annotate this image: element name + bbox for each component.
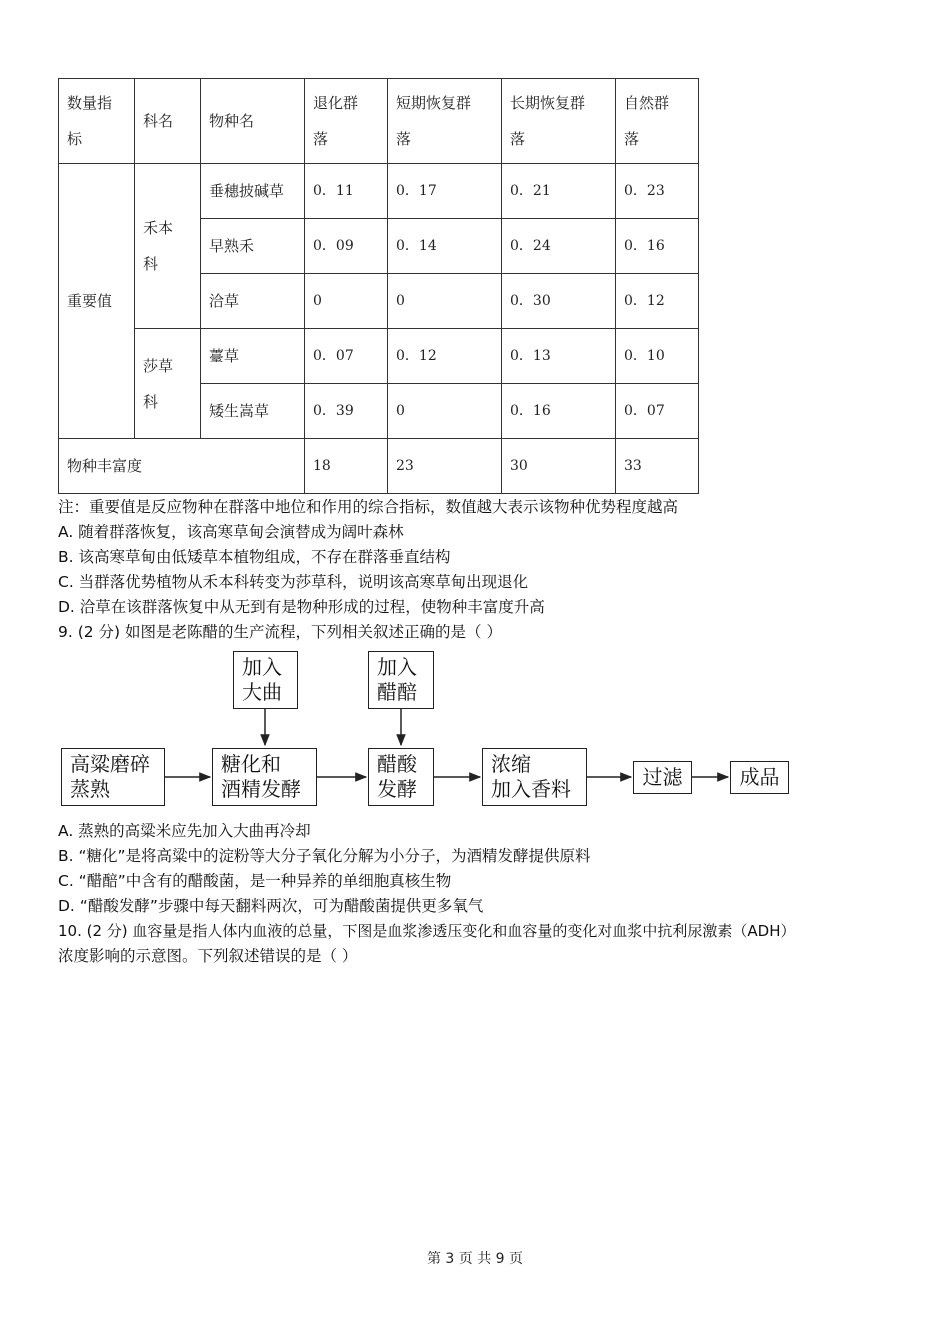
value-cell: 0 (388, 384, 502, 439)
value-cell: 0．24 (502, 219, 616, 274)
page-footer: 第 3 页 共 9 页 (426, 1251, 524, 1267)
q8-option-b[interactable]: B. 该高寒草甸由低矮草本植物组成，不存在群落垂直结构 (58, 548, 451, 566)
flow-box-step3: 醋酸 发酵 (368, 748, 434, 806)
header-indicator: 数量指 标 (59, 79, 135, 164)
q8-option-d[interactable]: D. 洽草在该群落恢复中从无到有是物种形成的过程，使物种丰富度升高 (58, 598, 545, 616)
value-cell: 0 (305, 274, 388, 329)
species-name: 矮生嵩草 (201, 384, 305, 439)
species-name: 洽草 (201, 274, 305, 329)
table-row (59, 329, 699, 384)
flow-box-add-daqu: 加入 大曲 (233, 651, 298, 709)
header-long-recovery: 长期恢复群 落 (502, 79, 616, 164)
family-cyperaceae: 莎草 科 (135, 329, 201, 439)
value-cell: 0．39 (305, 384, 388, 439)
header-natural: 自然群 落 (616, 79, 699, 164)
q9-stem: 9. (2 分) 如图是老陈醋的生产流程，下列相关叙述正确的是（ ） (58, 623, 502, 641)
value-cell: 0．09 (305, 219, 388, 274)
species-name: 薹草 (201, 329, 305, 384)
value-cell: 0．14 (388, 219, 502, 274)
richness-value: 23 (388, 439, 502, 494)
species-name: 早熟禾 (201, 219, 305, 274)
flow-box-step1: 高粱磨碎 蒸熟 (61, 748, 165, 806)
q8-option-a[interactable]: A. 随着群落恢复，该高寒草甸会演替成为阔叶森林 (58, 523, 404, 541)
flow-box-step4: 浓缩 加入香料 (482, 748, 587, 806)
value-cell: 0 (388, 274, 502, 329)
header-short-recovery: 短期恢复群 落 (388, 79, 502, 164)
value-cell: 0．13 (502, 329, 616, 384)
value-cell: 0．17 (388, 164, 502, 219)
q9-option-d[interactable]: D. “醋酸发酵”步骤中每天翻料两次，可为醋酸菌提供更多氧气 (58, 897, 484, 915)
header-degraded: 退化群 落 (305, 79, 388, 164)
richness-label: 物种丰富度 (59, 439, 305, 494)
flow-box-add-cupei: 加入 醋醅 (368, 651, 434, 709)
value-cell: 0．12 (616, 274, 699, 329)
q10-stem-line1: 10. (2 分) 血容量是指人体内血液的总量，下图是血浆渗透压变化和血容量的变化对血浆中抗利尿激素（ADH） (58, 922, 796, 940)
table-header-row (59, 79, 699, 164)
value-cell: 0．16 (502, 384, 616, 439)
richness-value: 33 (616, 439, 699, 494)
species-name: 垂穗披碱草 (201, 164, 305, 219)
vinegar-process-flowchart (0, 645, 950, 815)
value-cell: 0．10 (616, 329, 699, 384)
q9-option-a[interactable]: A. 蒸熟的高粱米应先加入大曲再冷却 (58, 822, 311, 840)
value-cell: 0．30 (502, 274, 616, 329)
importance-value-table (58, 78, 699, 494)
value-cell: 0．07 (305, 329, 388, 384)
q9-option-c[interactable]: C. “醋醅”中含有的醋酸菌，是一种异养的单细胞真核生物 (58, 872, 452, 890)
richness-row (59, 439, 699, 494)
header-family: 科名 (135, 79, 201, 164)
table-row (59, 164, 699, 219)
value-cell: 0．21 (502, 164, 616, 219)
value-cell: 0．07 (616, 384, 699, 439)
q10-stem-line2: 浓度影响的示意图。下列叙述错误的是（ ） (58, 947, 358, 965)
family-poaceae: 禾本 科 (135, 164, 201, 329)
header-species: 物种名 (201, 79, 305, 164)
value-cell: 0．11 (305, 164, 388, 219)
q8-option-c[interactable]: C. 当群落优势植物从禾本科转变为莎草科，说明该高寒草甸出现退化 (58, 573, 529, 591)
flow-box-step6: 成品 (730, 761, 789, 794)
value-cell: 0．16 (616, 219, 699, 274)
value-cell: 0．12 (388, 329, 502, 384)
flow-box-step2: 糖化和 酒精发酵 (212, 748, 317, 806)
flow-box-step5: 过滤 (633, 761, 692, 794)
richness-value: 30 (502, 439, 616, 494)
richness-value: 18 (305, 439, 388, 494)
table-note: 注：重要值是反应物种在群落中地位和作用的综合指标，数值越大表示该物种优势程度越高 (58, 498, 679, 516)
q9-option-b[interactable]: B. “糖化”是将高粱中的淀粉等大分子氧化分解为小分子，为酒精发酵提供原料 (58, 847, 591, 865)
value-cell: 0．23 (616, 164, 699, 219)
importance-label: 重要值 (59, 164, 135, 439)
